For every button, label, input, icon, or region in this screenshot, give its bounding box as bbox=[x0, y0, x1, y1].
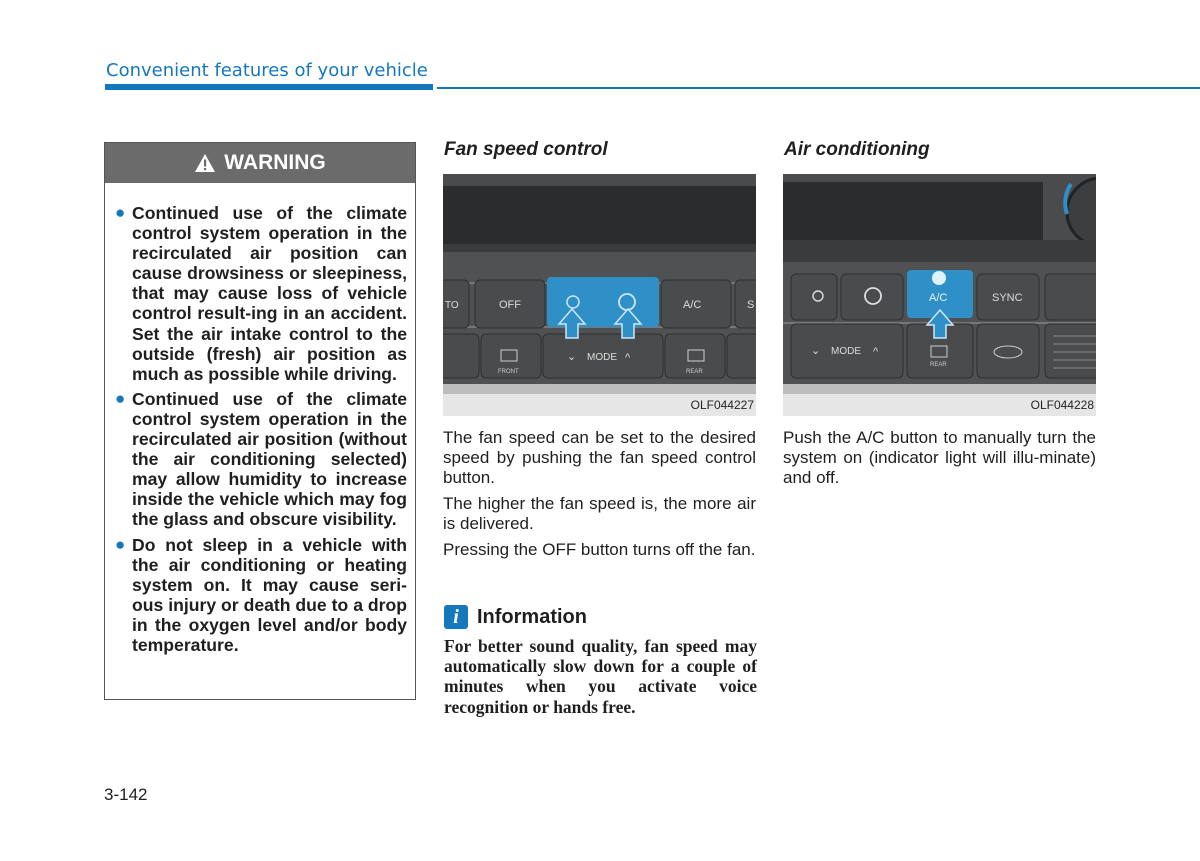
panel-label: REAR bbox=[930, 362, 947, 368]
image-code: OLF044228 bbox=[1030, 398, 1094, 412]
info-icon: i bbox=[444, 605, 468, 629]
warning-title: WARNING bbox=[224, 151, 326, 174]
panel-label: MODE bbox=[831, 346, 861, 357]
indicator-light-icon bbox=[932, 271, 946, 285]
panel-label: TO bbox=[445, 300, 459, 311]
header-rule-thick bbox=[105, 84, 433, 90]
air-conditioning-paragraph: Push the A/C button to manually turn the system on (indicator light will illu-minate) and off. bbox=[783, 428, 1096, 488]
fan-speed-paragraph: The fan speed can be set to the desired speed by pushing the fan speed control button. bbox=[443, 428, 756, 488]
bullet-icon: ● bbox=[115, 388, 126, 408]
information-heading bbox=[444, 605, 587, 629]
running-header: Convenient features of your vehicle bbox=[106, 60, 428, 81]
panel-label: SYNC bbox=[992, 292, 1023, 304]
image-code: OLF044227 bbox=[690, 398, 754, 412]
page-number: 3-142 bbox=[104, 785, 148, 804]
panel-label: MODE bbox=[587, 352, 617, 363]
fan-speed-title: Fan speed control bbox=[444, 139, 608, 160]
information-title: Information bbox=[477, 605, 587, 628]
warning-box bbox=[104, 142, 416, 700]
bullet-icon: ● bbox=[115, 534, 126, 554]
warning-item-text: Continued use of the climate control system operation in the recirculated air position can cause drowsiness or sleepiness, that may cause loss of vehicle control result-ing in an accident. Set the air intake control to the outside (fresh) air position as much as possible while driving. bbox=[132, 203, 407, 384]
warning-item bbox=[115, 203, 407, 384]
chevron-up-icon: ^ bbox=[625, 352, 631, 364]
header-rule-thin bbox=[437, 87, 1200, 89]
fan-speed-panel-illustration bbox=[443, 174, 756, 416]
air-conditioning-photo bbox=[783, 174, 1096, 416]
panel-label: FRONT bbox=[498, 369, 519, 375]
warning-triangle-icon bbox=[194, 153, 216, 173]
warning-item-text: Do not sleep in a vehicle with the air conditioning or heating system on. It may cause seri-ous injury or death due to a drop in the oxygen level and/or body temperature. bbox=[132, 534, 407, 655]
chevron-down-icon: ⌄ bbox=[811, 345, 821, 357]
warning-header bbox=[105, 143, 415, 183]
information-text: For better sound quality, fan speed may automatically slow down for a couple of minutes when you activate voice recognition or hands free. bbox=[444, 636, 757, 717]
warning-item bbox=[115, 389, 407, 530]
warning-item bbox=[115, 535, 407, 656]
warning-list bbox=[105, 183, 415, 655]
bullet-icon: ● bbox=[115, 203, 126, 222]
fan-speed-paragraph: The higher the fan speed is, the more air is delivered. bbox=[443, 494, 756, 534]
chevron-down-icon: ⌄ bbox=[567, 351, 577, 363]
fan-speed-photo bbox=[443, 174, 756, 416]
panel-label: S bbox=[747, 299, 755, 311]
panel-label: OFF bbox=[499, 299, 521, 311]
warning-item-text: Continued use of the climate control system operation in the recirculated air position (without the air conditioning selected) may allow humidity to increase inside the vehicle which may fog the glass and obscure visibility. bbox=[132, 388, 407, 530]
air-conditioning-panel-illustration bbox=[783, 174, 1096, 416]
air-conditioning-title: Air conditioning bbox=[784, 139, 930, 160]
chevron-up-icon: ^ bbox=[873, 346, 879, 358]
panel-label: A/C bbox=[683, 299, 702, 311]
fan-speed-paragraph: Pressing the OFF button turns off the fan. bbox=[443, 540, 756, 559]
panel-label: A/C bbox=[929, 292, 948, 304]
panel-label: REAR bbox=[686, 369, 703, 375]
